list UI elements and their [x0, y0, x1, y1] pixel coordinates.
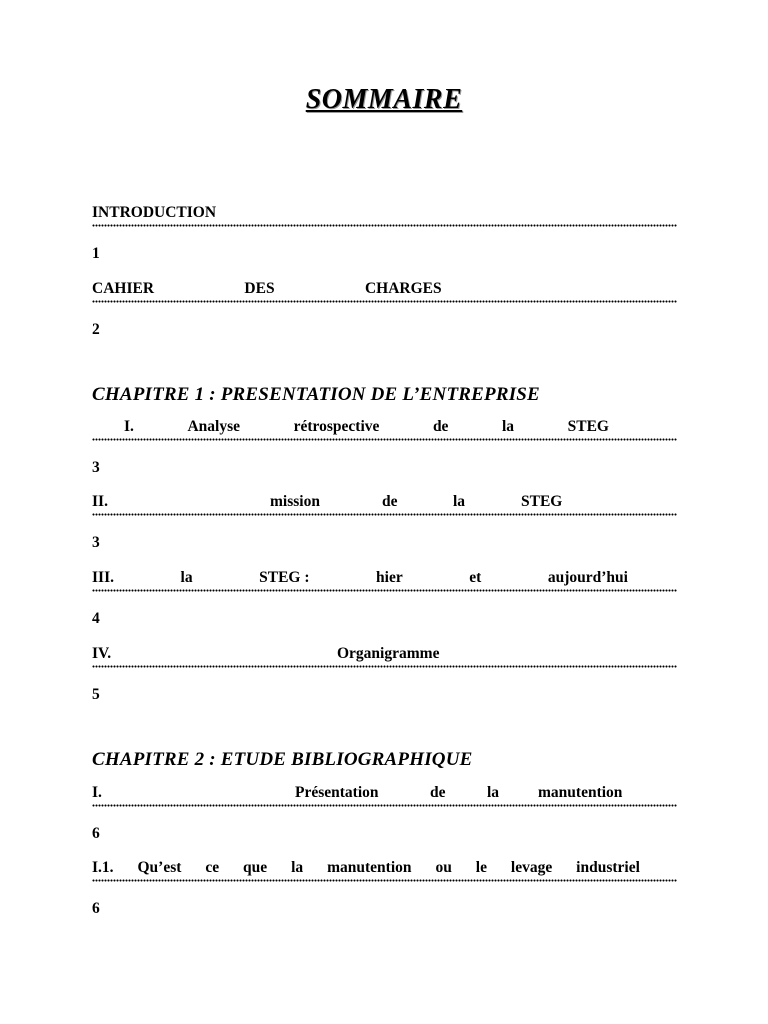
toc-entry-text	[92, 782, 677, 804]
toc-word: le	[475, 859, 487, 876]
toc-word: I.	[92, 784, 102, 801]
toc-page-number: 3	[92, 534, 100, 551]
chapter-2-heading: CHAPITRE 2 : ETUDE BIBLIOGRAPHIQUE	[92, 749, 473, 770]
toc-word: I.1.	[92, 859, 114, 876]
dot-leader	[92, 804, 677, 810]
toc-word: manutention	[538, 784, 623, 801]
toc-entry-mission	[92, 491, 677, 553]
toc-entry-organigramme	[92, 643, 677, 705]
toc-word: III.	[92, 569, 114, 586]
toc-word: la	[487, 784, 500, 801]
toc-entry-text	[92, 202, 677, 224]
toc-word: STEG	[521, 493, 563, 510]
toc-word: industriel	[576, 859, 640, 876]
toc-word: ce	[205, 859, 220, 876]
dot-leader	[92, 513, 677, 519]
toc-entry-cahier-des-charges	[92, 278, 677, 340]
toc-word: INTRODUCTION	[92, 204, 217, 221]
toc-word: la	[502, 418, 515, 435]
dot-leader	[92, 300, 677, 306]
toc-word: ou	[435, 859, 452, 876]
toc-word: Analyse	[187, 418, 241, 435]
toc-word: CHARGES	[364, 280, 442, 297]
dot-leader	[92, 589, 677, 595]
toc-word: hier	[376, 569, 403, 586]
toc-word: Présentation	[295, 784, 379, 801]
chapter-1-heading: CHAPITRE 1 : PRESENTATION DE L’ENTREPRISE	[92, 384, 540, 405]
toc-entry-introduction	[92, 202, 677, 264]
toc-word: aujourd’hui	[547, 569, 628, 586]
toc-entry-text	[92, 857, 640, 879]
toc-entry-levage-industriel	[92, 857, 677, 919]
document-title: SOMMAIRE	[305, 84, 463, 115]
toc-word: rétrospective	[293, 418, 380, 435]
toc-word: STEG :	[259, 569, 310, 586]
toc-word: et	[469, 569, 482, 586]
toc-page-number: 6	[92, 900, 100, 917]
toc-word: II.	[92, 493, 108, 510]
toc-entry-analyse-retrospective	[92, 416, 677, 478]
dot-leader	[92, 879, 677, 885]
toc-page-number: 4	[92, 610, 100, 627]
toc-entry-text	[92, 416, 609, 438]
toc-page-number: 1	[92, 245, 100, 262]
toc-word: STEG	[567, 418, 609, 435]
dot-leader	[92, 438, 677, 444]
dot-leader	[92, 224, 677, 230]
toc-entry-hier-aujourdhui	[92, 567, 677, 629]
toc-entry-text	[92, 491, 677, 513]
toc-word: manutention	[327, 859, 412, 876]
toc-word: IV.	[92, 645, 112, 662]
toc-word: de	[430, 784, 446, 801]
toc-word: la	[180, 569, 193, 586]
toc-entry-text	[92, 643, 677, 665]
toc-word: la	[453, 493, 466, 510]
toc-page-number: 3	[92, 459, 100, 476]
toc-word: Qu’est	[137, 859, 182, 876]
toc-page-number: 5	[92, 686, 100, 703]
toc-page-number: 6	[92, 825, 100, 842]
toc-word: Organigramme	[337, 645, 440, 662]
toc-page-number: 2	[92, 321, 100, 338]
toc-entry-presentation-manutention	[92, 782, 677, 844]
toc-word: DES	[244, 280, 275, 297]
dot-leader	[92, 665, 677, 671]
toc-word: CAHIER	[92, 280, 155, 297]
toc-word: de	[382, 493, 398, 510]
toc-entry-text	[92, 278, 532, 300]
toc-word: mission	[270, 493, 320, 510]
toc-word: levage	[510, 859, 553, 876]
toc-word: I.	[124, 418, 134, 435]
toc-entry-text	[92, 567, 628, 589]
toc-word: que	[243, 859, 268, 876]
toc-word: la	[291, 859, 304, 876]
toc-word: de	[432, 418, 449, 435]
